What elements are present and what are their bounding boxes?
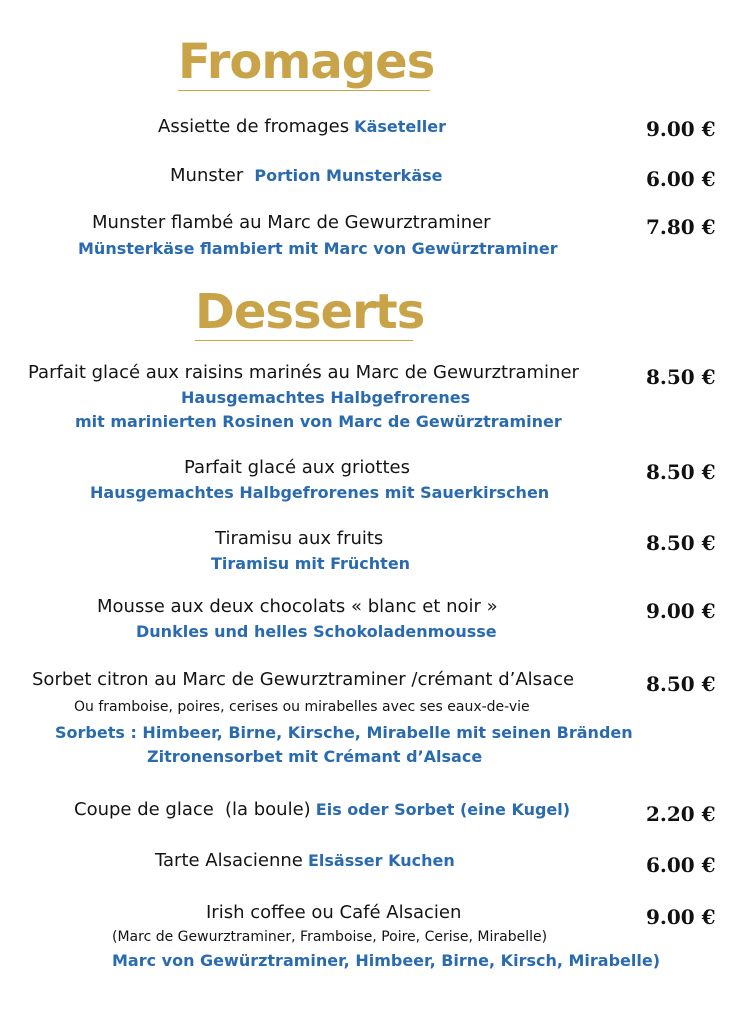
item-name-fr: Tarte Alsacienne xyxy=(155,850,303,871)
item-name-de: Hausgemachtes Halbgefrorenes mit Sauerkirschen xyxy=(90,483,550,502)
menu-item xyxy=(170,165,442,186)
item-name-fr: Munster flambé au Marc de Gewurztraminer xyxy=(92,212,491,233)
item-price: 8.50 € xyxy=(646,531,716,555)
item-name-de: mit marinierten Rosinen von Marc de Gewürztraminer xyxy=(75,412,562,431)
section-title-desserts: Desserts xyxy=(195,284,425,340)
item-name-fr: Munster xyxy=(170,165,244,186)
item-price: 9.00 € xyxy=(646,599,716,623)
item-name-fr: Parfait glacé aux griottes xyxy=(184,457,410,478)
item-price: 2.20 € xyxy=(646,802,716,826)
menu-item xyxy=(74,799,570,820)
item-name-fr: Parfait glacé aux raisins marinés au Marc de Gewurztraminer xyxy=(28,362,579,383)
item-name-de: Dunkles und helles Schokoladenmousse xyxy=(136,622,497,641)
item-name-fr: Coupe de glace xyxy=(74,799,214,820)
item-name-de: Hausgemachtes Halbgefrorenes xyxy=(181,388,471,407)
item-name-de: Münsterkäse flambiert mit Marc von Gewürztraminer xyxy=(78,239,558,258)
item-price: 9.00 € xyxy=(646,905,716,929)
item-price: 7.80 € xyxy=(646,215,716,239)
item-price: 8.50 € xyxy=(646,672,716,696)
item-name-fr: Sorbet citron au Marc de Gewurztraminer /crémant d’Alsace xyxy=(32,669,575,690)
item-price: 8.50 € xyxy=(646,365,716,389)
menu-item xyxy=(158,116,446,137)
item-name-de: Zitronensorbet mit Crémant d’Alsace xyxy=(147,747,483,766)
item-name-de: Sorbets : Himbeer, Birne, Kirsche, Mirabelle mit seinen Bränden xyxy=(55,723,633,742)
item-price: 8.50 € xyxy=(646,460,716,484)
item-price: 6.00 € xyxy=(646,167,716,191)
item-name-fr: Tiramisu aux fruits xyxy=(215,528,384,549)
menu-item xyxy=(155,850,455,871)
item-note: Ou framboise, poires, cerises ou mirabelles avec ses eaux-de-vie xyxy=(74,699,530,715)
item-price: 9.00 € xyxy=(646,117,716,141)
title-underline xyxy=(178,90,430,91)
item-name-fr: Irish coffee ou Café Alsacien xyxy=(206,902,462,923)
item-price: 6.00 € xyxy=(646,853,716,877)
title-underline xyxy=(195,340,413,341)
item-name-fr: Assiette de fromages xyxy=(158,116,350,137)
item-name-fr: Mousse aux deux chocolats « blanc et noir » xyxy=(97,596,498,617)
item-name-fr-extra: (la boule) xyxy=(224,799,311,820)
section-title-fromages: Fromages xyxy=(178,34,435,90)
item-name-de: Portion Munsterkäse xyxy=(254,166,443,185)
item-name-de: Käseteller xyxy=(354,117,446,136)
item-name-de: Eis oder Sorbet (eine Kugel) xyxy=(315,800,571,819)
item-note: (Marc de Gewurztraminer, Framboise, Poire, Cerise, Mirabelle) xyxy=(112,929,548,945)
item-name-de: Marc von Gewürztraminer, Himbeer, Birne, Kirsch, Mirabelle) xyxy=(112,951,661,970)
item-name-de: Elsässer Kuchen xyxy=(307,851,455,870)
item-name-de: Tiramisu mit Früchten xyxy=(211,554,411,573)
